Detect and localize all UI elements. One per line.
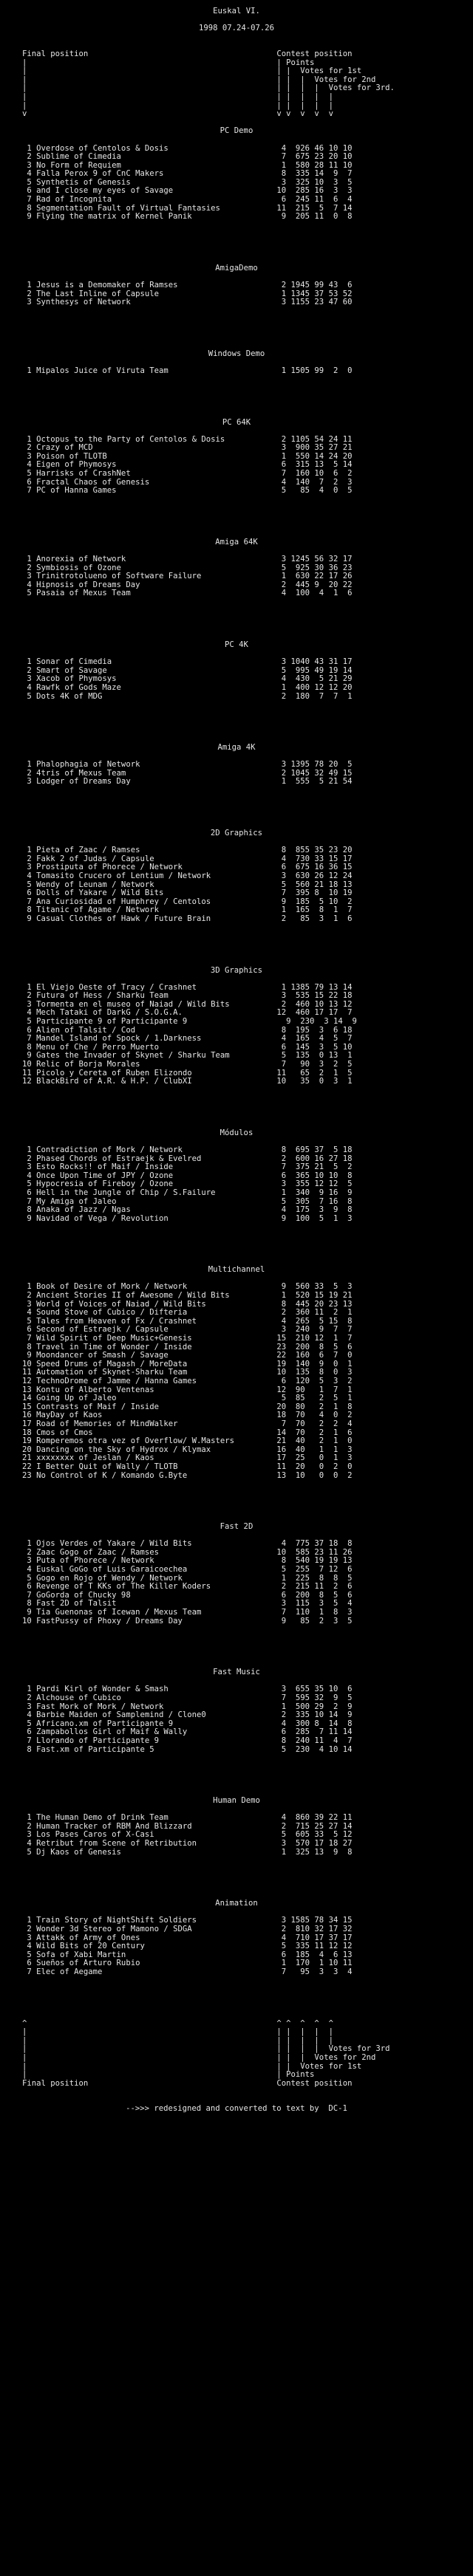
competition-section xyxy=(22,256,473,341)
result-row: 5 Synthetis of Genesis 3 325 10 3 5 xyxy=(22,177,353,187)
results-sections xyxy=(22,119,473,2011)
result-row: 1 Pieta of Zaac / Ramses 8 855 35 23 20 xyxy=(22,846,353,855)
competition-section xyxy=(22,1258,473,1515)
result-row: 8 Segmentation Fault of Virtual Fantasies 11 215 5 7 14 xyxy=(22,203,353,213)
result-row: 6 Second of Estraejk / Capsule 3 240 9 7 7 xyxy=(22,1325,353,1335)
competition-section xyxy=(22,632,473,735)
result-row: 1 Overdose of Centolos & Dosis 4 926 46 10 10 xyxy=(22,143,353,153)
result-row: 2 Human Tracker of RBM And Blizzard 2 715 25 27 14 xyxy=(22,1821,353,1831)
result-row: 2 Smart of Savage 5 995 49 19 14 xyxy=(22,665,353,675)
result-row: 8 Anaka of Jazz / Ngas 4 175 3 9 8 xyxy=(22,1205,353,1215)
result-row: 2 Phased Chords of Estraejk & Evelred 2 600 16 27 18 xyxy=(22,1154,353,1163)
result-row: 6 Sueños of Arturo Rubio 1 170 1 10 11 xyxy=(22,1959,353,1968)
result-row: 18 Cmos of Cmos 14 70 2 1 6 xyxy=(22,1428,353,1437)
section-title: Human Demo xyxy=(213,1796,260,1806)
result-row: 1 Jesus is a Demomaker of Ramses 2 1945 99 43 6 xyxy=(22,281,353,290)
section-title: PC Demo xyxy=(220,126,253,136)
result-row: 1 Sonar of Cimedia 3 1040 43 31 17 xyxy=(22,657,353,667)
result-row: 4 Eigen of Phymosys 6 315 13 5 14 xyxy=(22,460,353,470)
result-row: 4 Hipnosis of Dreams Day 2 445 9 20 22 xyxy=(22,580,353,589)
result-row: 3 Synthesys of Network 3 1155 23 47 60 xyxy=(22,298,353,307)
result-row: 6 Zampabollos Girl of Maif & Wally 6 285 7 11 14 xyxy=(22,1727,353,1737)
result-row: 6 and I close my eyes of Savage 10 285 16 3 3 xyxy=(22,186,353,196)
legend-line: | | | | | | xyxy=(22,100,333,110)
section-title: PC 4K xyxy=(225,640,248,649)
result-row: 4 Euskal GoGo of Luis Garaicoechea 5 255 7 12 6 xyxy=(22,1565,353,1575)
result-row: 1 Phalophagia of Network 3 1395 78 20 5 xyxy=(22,760,353,770)
result-row: 1 El Viejo Oeste of Tracy / Crashnet 1 1385 79 13 14 xyxy=(22,982,353,992)
legend-line: | | | | | | xyxy=(22,2035,333,2045)
result-row: 7 Rad of Incognita 6 245 11 6 4 xyxy=(22,195,353,205)
legend-top xyxy=(22,50,473,119)
result-row: 4 Mech Tataki of DarkG / S.O.G.A. 12 460 17 17 7 xyxy=(22,1008,353,1018)
section-title: 2D Graphics xyxy=(210,829,263,837)
result-row: 9 Casual Clothes of Hawk / Future Brain 2 85 3 1 6 xyxy=(22,914,353,923)
result-row: 3 Esto Rocks!! of Maif / Inside 7 375 21 5 2 xyxy=(22,1162,353,1172)
result-row: 3 Poison of TLOTB 1 550 14 24 20 xyxy=(22,451,353,461)
result-row: 4 Retribut from Scene of Retribution 3 570 17 18 27 xyxy=(22,1839,353,1849)
result-row: 7 GoGorda of Chucky 98 6 200 8 5 6 xyxy=(22,1590,353,1600)
result-row: 11 Picolo y Cereta of Ruben Elizondo 11 65 2 1 5 xyxy=(22,1068,353,1078)
result-row: 7 Elec of Aegame 7 95 3 3 4 xyxy=(22,1967,353,1976)
party-dates: 1998 07.24-07.26 xyxy=(198,24,275,33)
result-row: 3 Attakk of Army of Ones 4 710 17 37 17 xyxy=(22,1933,353,1942)
section-title: Fast Music xyxy=(213,1668,260,1677)
result-row: 9 Flying the matrix of Kernel Panik 9 205 11 0 8 xyxy=(22,212,353,222)
result-row: 6 Revenge of T KKs of The Killer Koders 2 215 11 2 6 xyxy=(22,1582,353,1592)
competition-section xyxy=(22,735,473,821)
legend-line: | | | | | | xyxy=(22,92,333,101)
result-row: 11 Automation of Skynet-Sharku Team 10 135 8 0 3 xyxy=(22,1368,353,1377)
result-row: 3 Trinitrotolueno of Software Failure 1 630 22 17 26 xyxy=(22,572,353,581)
result-row: 4 Barbie Maiden of Samplemind / Clone0 2 335 10 14 9 xyxy=(22,1710,353,1720)
legend-line: | | Points xyxy=(22,2070,315,2080)
result-row: 4 Tomasito Crucero of Lentium / Network 3 630 26 12 24 xyxy=(22,871,353,880)
competition-section xyxy=(22,1120,473,1258)
result-row: 2 Crazy of MCD 3 900 35 27 21 xyxy=(22,443,353,453)
result-row: 3 Lodger of Dreams Day 1 555 5 21 54 xyxy=(22,777,353,787)
competition-section xyxy=(22,1789,473,1891)
result-row: 3 Los Pases Caros of X-Casi 5 605 33 5 12 xyxy=(22,1830,353,1840)
result-row: 6 Hell in the Jungle of Chip / S.Failure 1 340 9 16 9 xyxy=(22,1188,353,1197)
result-row: 5 Gogo en Rojo of Wendy / Network 1 225 8 8 5 xyxy=(22,1573,353,1583)
result-row: 6 Alien of Talsit / Cod 8 195 3 6 18 xyxy=(22,1025,353,1035)
result-row: 10 Speed Drums of Magash / MoreData 19 140 9 0 1 xyxy=(22,1359,353,1368)
result-row: 9 Moondancer of Smash / Savage 22 160 6 7 0 xyxy=(22,1351,353,1360)
competition-section xyxy=(22,530,473,632)
result-row: 3 Fast Mork of Mork / Network 1 500 29 2 9 xyxy=(22,1702,353,1711)
legend-line: ^ ^ ^ ^ ^ ^ xyxy=(22,2018,333,2028)
result-row: 17 Road of Memories of MindWalker 7 70 2 2 4 xyxy=(22,1419,353,1428)
result-row: 7 Llorando of Participante 9 8 240 11 4 7 xyxy=(22,1736,353,1745)
result-row: 7 PC of Hanna Games 5 85 4 0 5 xyxy=(22,486,353,496)
result-row: 15 Contrasts of Maif / Inside 20 80 2 1 8 xyxy=(22,1402,353,1411)
competition-section xyxy=(22,821,473,958)
result-row: 6 Dolls of Yakare / Wild Bits 7 395 8 10 19 xyxy=(22,888,353,898)
result-row: 3 Tormenta en el museo of Naiad / Wild Bits 2 460 10 13 12 xyxy=(22,999,353,1009)
result-row: 1 Book of Desire of Mork / Network 9 560 33 5 3 xyxy=(22,1282,353,1292)
result-row: 12 BlackBird of A.R. & H.P. / ClubXI 10 35 0 3 1 xyxy=(22,1077,353,1086)
result-row: 9 Gates the Invader of Skynet / Sharku Team 5 135 0 13 1 xyxy=(22,1051,353,1061)
result-row: 5 Pasaia of Mexus Team 4 100 4 1 6 xyxy=(22,589,353,598)
legend-line: Final position Contest position xyxy=(22,49,353,58)
result-row: 5 Africano.xm of Participante 9 4 300 8 14 8 xyxy=(22,1719,353,1728)
result-row: 4 Sound Stove of Cubico / Difteria 2 360 11 2 1 xyxy=(22,1308,353,1318)
result-row: 8 Fast 2D of Talsit 3 115 3 5 4 xyxy=(22,1599,353,1609)
legend-line: Final position Contest position xyxy=(22,2078,353,2088)
result-row: 10 FastPussy of Phoxy / Dreams Day 9 85 2 3 5 xyxy=(22,1616,353,1626)
result-row: 5 Wendy of Leunam / Network 5 560 21 18 13 xyxy=(22,880,353,889)
result-row: 10 Relic of Borja Morales 7 90 3 2 5 xyxy=(22,1060,353,1069)
result-row: 1 Pardi Kirl of Wonder & Smash 3 655 35 10 6 xyxy=(22,1685,353,1694)
result-row: 2 Symbiosis of Ozone 5 925 30 36 23 xyxy=(22,563,353,572)
section-title: Amiga 4K xyxy=(217,743,256,753)
result-row: 7 Ana Curiosidad of Humphrey / Centolos 9 185 5 10 2 xyxy=(22,897,353,906)
result-row: 2 Wonder 3d Stereo of Mamono / SDGA 2 810 32 17 32 xyxy=(22,1925,353,1933)
result-row: 7 Wild Spirit of Deep Music+Genesis 15 210 12 1 7 xyxy=(22,1334,353,1343)
result-row: 8 Titanic of Agame / Network 1 165 8 1 7 xyxy=(22,905,353,915)
result-row: 20 Dancing on the Sky of Hydrox / Klymax 16 40 1 1 3 xyxy=(22,1445,353,1454)
result-row: 13 Kontu of Alberto Ventenas 12 90 1 7 1 xyxy=(22,1385,353,1394)
section-title: Multichannel xyxy=(208,1265,265,1275)
competition-section xyxy=(22,1891,473,2011)
legend-line: | | | | | Votes for 3rd xyxy=(22,2044,390,2054)
result-row: 16 MayDay of Kaos 18 70 4 0 2 xyxy=(22,1411,353,1420)
result-row: 4 Rawfk of Gods Maze 1 400 12 12 20 xyxy=(22,682,353,692)
legend-line: | | | Votes for 1st xyxy=(22,66,362,76)
result-row: 5 Dj Kaos of Genesis 1 325 13 9 8 xyxy=(22,1847,353,1857)
party-title: Euskal VI. xyxy=(213,7,260,16)
result-row: 5 Dots 4K of MDG 2 180 7 7 1 xyxy=(22,691,353,701)
result-row: 2 The Last Inline of Capsule 1 1345 37 53 52 xyxy=(22,289,353,298)
legend-line: | | | Votes for 1st xyxy=(22,2061,362,2071)
competition-section xyxy=(22,1515,473,1660)
result-row: 2 Fakk 2 of Judas / Capsule 4 730 33 15 17 xyxy=(22,854,353,863)
result-row: 4 Falla Perox 9 of CnC Makers 8 335 14 9 7 xyxy=(22,169,353,179)
result-row: 2 Zaac Gogo of Zaac / Ramses 10 585 23 11 26 xyxy=(22,1547,353,1557)
section-title: Windows Demo xyxy=(208,349,265,358)
result-row: 8 Menu of Che / Perro Muerto 6 145 3 5 10 xyxy=(22,1042,353,1052)
result-row: 2 Futura of Hess / Sharku Team 3 535 15 22 18 xyxy=(22,991,353,1001)
result-row: 1 Contradiction of Mork / Network 8 695 37 5 18 xyxy=(22,1145,353,1154)
legend-line: | | Points xyxy=(22,58,315,67)
legend-line: | | | | Votes for 2nd xyxy=(22,75,376,84)
result-row: 4 Wild Bits of 20 Century 5 335 11 12 12 xyxy=(22,1942,353,1951)
result-row: 9 Navidad of Vega / Revolution 9 100 5 1 3 xyxy=(22,1213,353,1223)
result-row: 3 World of Voices of Naiad / Wild Bits 8 445 20 23 13 xyxy=(22,1299,353,1309)
legend-line: | | | | | | xyxy=(22,2027,333,2037)
result-row: 3 Xacob of Phymosys 4 430 5 21 29 xyxy=(22,674,353,684)
section-title: 3D Graphics xyxy=(210,965,263,975)
section-title: Animation xyxy=(215,1899,258,1908)
competition-section xyxy=(22,410,473,530)
result-row: 1 Train Story of NightShift Soldiers 3 1585 78 34 15 xyxy=(22,1916,353,1925)
result-row: 14 Going Up of Jaleo 5 85 2 5 1 xyxy=(22,1394,353,1403)
result-row: 19 Romperemos otra vez of Overflow/ W.Masters 21 40 2 1 0 xyxy=(22,1436,353,1446)
result-row: 22 I Better Quit of Wally / TLOTB 11 20 0 2 0 xyxy=(22,1462,353,1471)
result-row: 3 Prostiputa of Phorece / Network 6 675 16 36 15 xyxy=(22,863,353,872)
result-row: 2 Sublime of Cimedia 7 675 23 20 10 xyxy=(22,152,353,162)
section-title: PC 64K xyxy=(222,417,251,427)
result-row: 7 My Amiga of Jaleo 5 305 7 16 8 xyxy=(22,1196,353,1206)
result-row: 4 Once Upon Time of JPY / Ozone 6 365 10 10 8 xyxy=(22,1171,353,1180)
result-row: 2 Ancient Stories II of Awesome / Wild Bits 1 520 15 19 21 xyxy=(22,1291,353,1301)
result-row: 8 Fast.xm of Participante 5 5 230 4 10 14 xyxy=(22,1744,353,1754)
result-row: 9 Tia Guenonas of Icewan / Mexus Team 7 110 1 8 3 xyxy=(22,1608,353,1617)
result-row: 1 Anorexia of Network 3 1245 56 32 17 xyxy=(22,555,353,564)
legend-bottom xyxy=(22,2020,473,2089)
result-row: 5 Tales from Heaven of Fx / Crashnet 4 265 5 15 8 xyxy=(22,1316,353,1326)
competition-section xyxy=(22,1660,473,1789)
result-row: 3 No Form of Requiem 1 580 28 11 10 xyxy=(22,160,353,170)
result-row: 5 Participante 9 of Participante 9 9 230 3 14 9 xyxy=(22,1017,357,1027)
legend-line: | | | | | Votes for 3rd. xyxy=(22,83,395,93)
competition-section xyxy=(22,958,473,1120)
result-row: 2 Alchouse of Cubico 7 595 32 9 5 xyxy=(22,1693,353,1702)
result-row: 1 Mipalos Juice of Viruta Team 1 1505 99 2 0 xyxy=(22,366,353,375)
section-title: AmigaDemo xyxy=(215,263,258,273)
result-row: 6 Fractal Chaos of Genesis 4 140 7 2 3 xyxy=(22,477,353,487)
result-row: 12 TechnoDrome of Jamme / Hanna Games 6 120 5 3 2 xyxy=(22,1377,353,1385)
result-row: 1 The Human Demo of Drink Team 4 860 39 22 11 xyxy=(22,1813,353,1823)
result-row: 7 Mandel Island of Spock / 1.Darkness 4 165 4 5 7 xyxy=(22,1034,353,1044)
footer-credit: -->>> redesigned and converted to text by DC-1 xyxy=(126,2104,347,2114)
section-title: Amiga 64K xyxy=(215,537,258,547)
legend-line: | | | | Votes for 2nd xyxy=(22,2052,376,2062)
competition-section xyxy=(22,341,473,410)
result-row: 1 Ojos Verdes of Yakare / Wild Bits 4 775 37 18 8 xyxy=(22,1539,353,1549)
section-title: Fast 2D xyxy=(220,1522,253,1532)
result-row: 21 xxxxxxxx of Jeslan / Kaos 17 25 0 1 3 xyxy=(22,1453,353,1463)
result-row: 2 4tris of Mexus Team 2 1045 32 49 15 xyxy=(22,768,353,778)
competition-section xyxy=(22,119,473,256)
result-row: 3 Puta of Phorece / Network 8 540 19 19 13 xyxy=(22,1556,353,1566)
result-row: 8 Travel in Time of Wonder / Inside 23 200 8 5 6 xyxy=(22,1342,353,1352)
result-row: 5 Sofa of Xabi Martin 6 185 4 6 13 xyxy=(22,1950,353,1959)
result-row: 1 Octopus to the Party of Centolos & Dosis 2 1105 54 24 11 xyxy=(22,434,353,444)
result-row: 5 Hypocresia of Fireboy / Ozone 3 355 12 12 5 xyxy=(22,1179,353,1189)
section-title: Módulos xyxy=(220,1128,253,1137)
legend-line: v v v v v v xyxy=(22,109,333,119)
result-row: 5 Harrisks of CrashNet 7 160 10 6 2 xyxy=(22,469,353,479)
result-row: 23 No Control of K / Komando G.Byte 13 10 0 0 2 xyxy=(22,1470,353,1480)
